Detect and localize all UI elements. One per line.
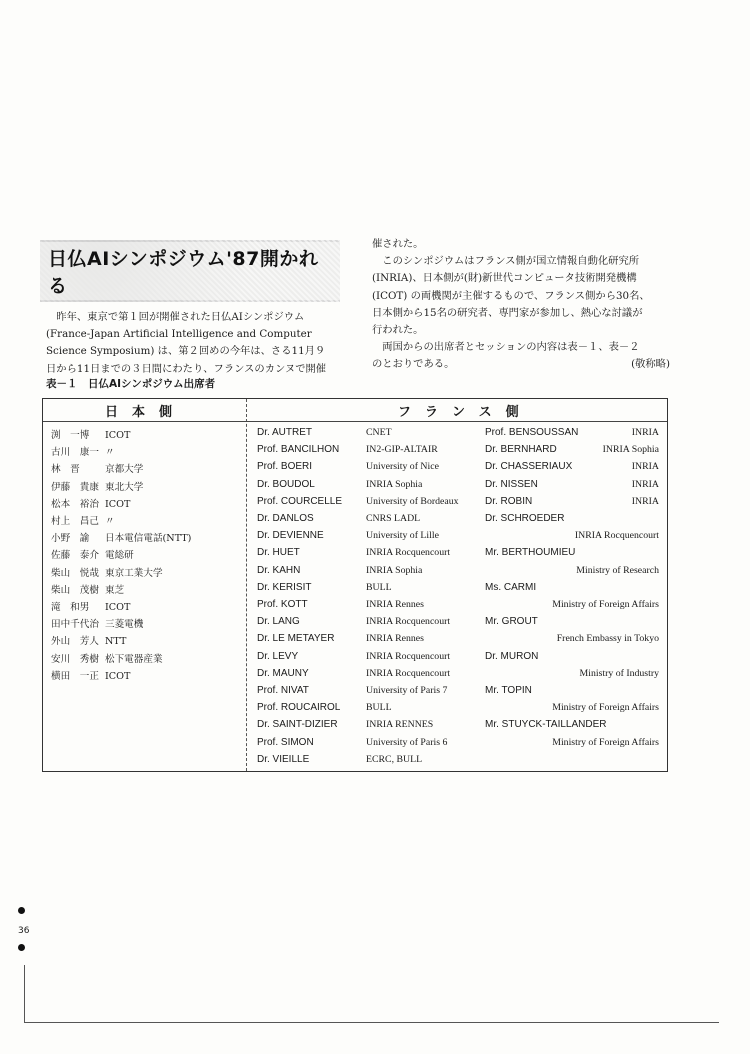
intro-line: このシンポジウムはフランス側が国立情報自動化研究所 <box>372 255 640 268</box>
participant-name: Dr. BOUDOL <box>257 478 315 490</box>
participant-name: 佐藤 泰介 <box>51 550 99 562</box>
participant-name: 村上 昌己 <box>51 516 99 527</box>
participants-table <box>42 398 668 772</box>
participant-affiliation: 東北大学 <box>105 481 144 493</box>
france-side-header: フランス側 <box>398 405 533 420</box>
participant-name: 松本 裕治 <box>51 498 99 510</box>
participant-name: Ms. CARMI <box>485 581 537 593</box>
participant-name: Dr. SAINT-DIZIER <box>257 719 338 731</box>
participant-name: Prof. COURCELLE <box>257 495 343 507</box>
participant-affiliation: 東芝 <box>105 584 125 596</box>
japan-participant-row <box>51 565 163 579</box>
japan-participant-row <box>51 616 143 630</box>
participant-name: Dr. ROBIN <box>485 495 533 507</box>
participant-affiliation: 京都大学 <box>105 464 144 476</box>
participant-name: Dr. AUTRET <box>257 427 313 438</box>
participant-affiliation: Ministry of Foreign Affairs <box>552 599 659 610</box>
participant-affiliation: INRIA Sophia <box>366 478 423 490</box>
participant-name: Prof. BENSOUSSAN <box>485 427 579 438</box>
participant-name: Prof. BOERI <box>257 461 313 473</box>
participant-affiliation: Ministry of Industry <box>579 667 659 679</box>
bullet-mark <box>18 907 25 914</box>
participant-affiliation: CNET <box>366 427 392 438</box>
intro-line: Science Symposium) は、第２回めの今年は、さる11月９ <box>46 345 326 358</box>
participant-name: Dr. MAUNY <box>257 667 309 679</box>
participant-affiliation: INRIA Rennes <box>366 599 424 610</box>
japan-participant-row <box>51 530 191 544</box>
participant-name: 小野 諭 <box>51 533 90 545</box>
japan-participant-row <box>51 668 130 682</box>
japan-participant-row <box>51 633 126 647</box>
participant-affiliation: 三菱電機 <box>105 619 144 631</box>
participant-name: Mr. BERTHOUMIEU <box>485 547 576 559</box>
participant-affiliation: ICOT <box>105 430 131 441</box>
japan-participant-row <box>51 582 124 596</box>
japan-participant-row <box>51 599 130 613</box>
participant-name: Dr. CHASSERIAUX <box>485 461 573 473</box>
bullet-mark <box>18 944 25 951</box>
participant-name: 林 晋 <box>51 464 80 476</box>
participant-name: Dr. DANLOS <box>257 513 314 524</box>
intro-line: 日本側から15名の研究者、専門家が参加し、熱心な討議が <box>372 306 643 319</box>
participant-name: Dr. LE METAYER <box>257 633 335 645</box>
participant-name: Dr. NISSEN <box>485 478 538 490</box>
participant-affiliation: BULL <box>366 702 392 714</box>
participant-affiliation: INRIA Sophia <box>602 444 659 456</box>
participant-affiliation: INRIA <box>631 495 659 507</box>
participant-name: Prof. NIVAT <box>257 685 309 696</box>
participant-name: Dr. LANG <box>257 616 300 628</box>
japan-participant-row <box>51 513 115 527</box>
column-divider <box>246 399 247 771</box>
participant-affiliation: INRIA Rocquencourt <box>366 667 451 679</box>
participant-affiliation: 東京工業大学 <box>105 567 163 579</box>
participant-affiliation: French Embassy in Tokyo <box>556 633 659 645</box>
participant-affiliation: INRIA Sophia <box>366 564 423 576</box>
participant-name: Mr. GROUT <box>485 616 538 628</box>
participant-name: Mr. TOPIN <box>485 685 532 696</box>
participant-affiliation: ICOT <box>105 602 131 613</box>
participant-name: Dr. KERISIT <box>257 581 312 593</box>
participant-affiliation: INRIA <box>631 478 659 490</box>
intro-line: 催された。 <box>372 238 424 250</box>
participant-affiliation: INRIA Rocquencourt <box>574 530 659 542</box>
article-title: 日仏AIシンポジウム'87開かれる <box>40 242 340 300</box>
intro-paragraph-right <box>372 236 672 374</box>
intro-line: 行われた。 <box>372 324 424 337</box>
participant-affiliation: University of Paris 6 <box>366 736 448 748</box>
participant-name: Prof. ROUCAIROL <box>257 702 341 714</box>
participant-affiliation: 〃 <box>105 447 115 459</box>
participant-name: Dr. MURON <box>485 650 539 662</box>
intro-line-last <box>372 356 670 373</box>
intro-line: 両国からの出席者とセッションの内容は表－１、表－２ <box>372 341 640 354</box>
closing-note: (敬称略) <box>631 358 670 371</box>
participant-affiliation: 日本電信電話(NTT) <box>105 533 192 545</box>
participant-name: Dr. DEVIENNE <box>257 530 324 542</box>
participant-affiliation: INRIA Rocquencourt <box>366 616 451 628</box>
participant-affiliation: Ministry of Research <box>576 564 659 576</box>
participant-name: 外山 芳人 <box>51 636 99 648</box>
participant-name: Dr. BERNHARD <box>485 444 557 456</box>
participant-affiliation: INRIA Rocquencourt <box>366 547 451 559</box>
japan-participant-row <box>51 479 143 493</box>
participant-affiliation: 松下電器産業 <box>105 653 163 665</box>
participant-affiliation: ICOT <box>105 670 131 682</box>
participant-affiliation: Ministry of Foreign Affairs <box>552 702 659 714</box>
participant-name: 横田 一正 <box>51 670 99 682</box>
intro-line: (ICOT) の両機関が主催するもので、フランス側から30名、 <box>372 289 650 302</box>
intro-line: 日から11日までの３日間にわたり、フランスのカンヌで開催 <box>46 362 327 375</box>
participant-name: 田中千代治 <box>51 619 99 631</box>
intro-line: (France-Japan Artificial Intelligence and Computer <box>46 328 312 341</box>
participant-name: Prof. KOTT <box>257 599 308 610</box>
title-banner <box>40 240 340 302</box>
participant-name: 柴山 茂樹 <box>51 584 99 596</box>
japan-participant-row <box>51 427 130 441</box>
participant-name: Prof. SIMON <box>257 736 314 748</box>
japan-participant-row <box>51 496 130 510</box>
participant-affiliation: University of Nice <box>366 461 439 473</box>
japan-participant-row <box>51 651 163 665</box>
participant-affiliation: INRIA Rocquencourt <box>366 650 451 662</box>
participant-affiliation: INRIA <box>631 461 659 473</box>
participant-name: Dr. SCHROEDER <box>485 513 565 524</box>
japan-participant-row <box>51 547 134 561</box>
japan-side-header: 日本側 <box>105 405 187 420</box>
intro-line: 昨年、東京で第１回が開催された日仏AIシンポジウム <box>46 311 305 323</box>
participant-name: 柴山 悦哉 <box>51 567 99 579</box>
participant-affiliation: IN2-GIP-ALTAIR <box>366 444 438 456</box>
participant-affiliation: University of Paris 7 <box>366 685 448 696</box>
table-caption: 表－１ 日仏AIシンポジウム出席者 <box>46 378 216 390</box>
japan-participant-row <box>51 461 143 475</box>
participant-affiliation: Ministry of Foreign Affairs <box>552 736 659 748</box>
participant-affiliation: ECRC, BULL <box>366 753 423 765</box>
participant-name: Dr. HUET <box>257 547 300 559</box>
participant-affiliation: 〃 <box>105 516 115 527</box>
participant-name: Prof. BANCILHON <box>257 444 340 456</box>
header-rule <box>43 421 667 422</box>
intro-line: (INRIA)、日本側が(財)新世代コンピュータ技術開発機構 <box>372 272 637 285</box>
japan-participant-row <box>51 444 115 458</box>
page-number: 36 <box>18 926 30 936</box>
participant-name: Dr. LEVY <box>257 650 299 662</box>
participant-affiliation: University of Lille <box>366 530 439 542</box>
participant-affiliation: INRIA <box>631 427 659 438</box>
participant-affiliation: University of Bordeaux <box>366 495 459 507</box>
participant-name: 古川 康一 <box>51 447 99 459</box>
participant-affiliation: INRIA RENNES <box>366 719 434 731</box>
participant-affiliation: BULL <box>366 581 392 593</box>
participant-affiliation: NTT <box>105 636 127 648</box>
participant-affiliation: INRIA Rennes <box>366 633 424 645</box>
participant-name: 安川 秀樹 <box>51 653 99 665</box>
participant-name: 伊藤 貴康 <box>51 481 99 493</box>
intro-paragraph-left <box>46 309 346 378</box>
intro-line: のとおりである。 <box>372 358 455 371</box>
participant-name: Dr. KAHN <box>257 564 301 576</box>
participant-affiliation: 電総研 <box>105 550 134 562</box>
participant-affiliation: CNRS LADL <box>366 513 421 524</box>
participant-affiliation: ICOT <box>105 498 131 510</box>
participant-name: 渕 一博 <box>51 430 90 441</box>
bottom-rule <box>24 1022 719 1023</box>
margin-rule <box>24 965 25 1023</box>
participant-name: Mr. STUYCK-TAILLANDER <box>485 719 607 731</box>
participant-name: 滝 和男 <box>51 602 90 613</box>
participant-name: Dr. VIEILLE <box>257 753 310 765</box>
